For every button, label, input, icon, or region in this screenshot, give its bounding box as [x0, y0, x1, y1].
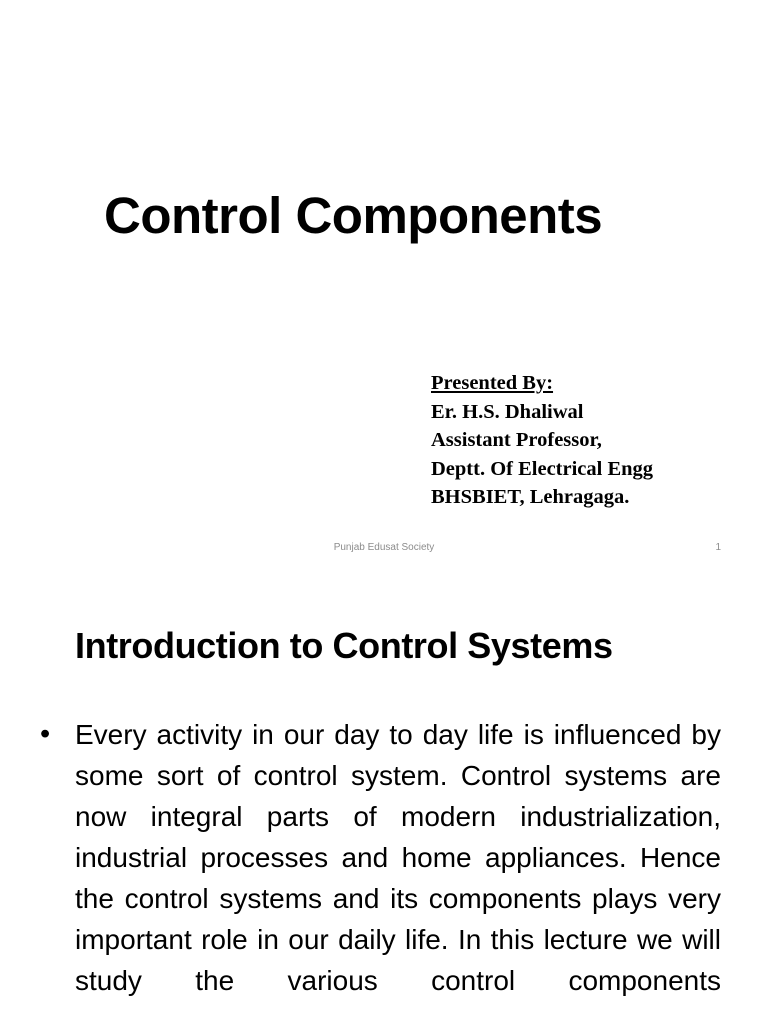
slide-title: Introduction to Control Systems [75, 625, 613, 666]
bullet-dot-icon: • [40, 718, 51, 750]
presenter-institute: BHSBIET, Lehragaga. [431, 486, 630, 508]
slide-footer-text: Punjab Edusat Society [333, 542, 435, 553]
presenter-block [431, 369, 653, 512]
presenter-department: Deptt. Of Electrical Engg [431, 457, 654, 480]
slide-page-number: 1 [715, 542, 721, 553]
bullet-item [40, 714, 721, 1001]
presenter-name: Er. H.S. Dhaliwal [431, 400, 584, 423]
slide-title: Control Components [104, 187, 603, 244]
presenter-heading: Presented By: [431, 372, 554, 394]
content-slide [0, 576, 768, 1024]
bullet-text: Every activity in our day to day life is influenced by some sort of control system. Control systems are now integral parts of modern industrialization, industrial processes and home appliances. Hence the control systems and its components plays very important role in our daily life. In this lecture we will study the various control components [75, 719, 721, 996]
presenter-designation: Assistant Professor, [431, 429, 602, 451]
